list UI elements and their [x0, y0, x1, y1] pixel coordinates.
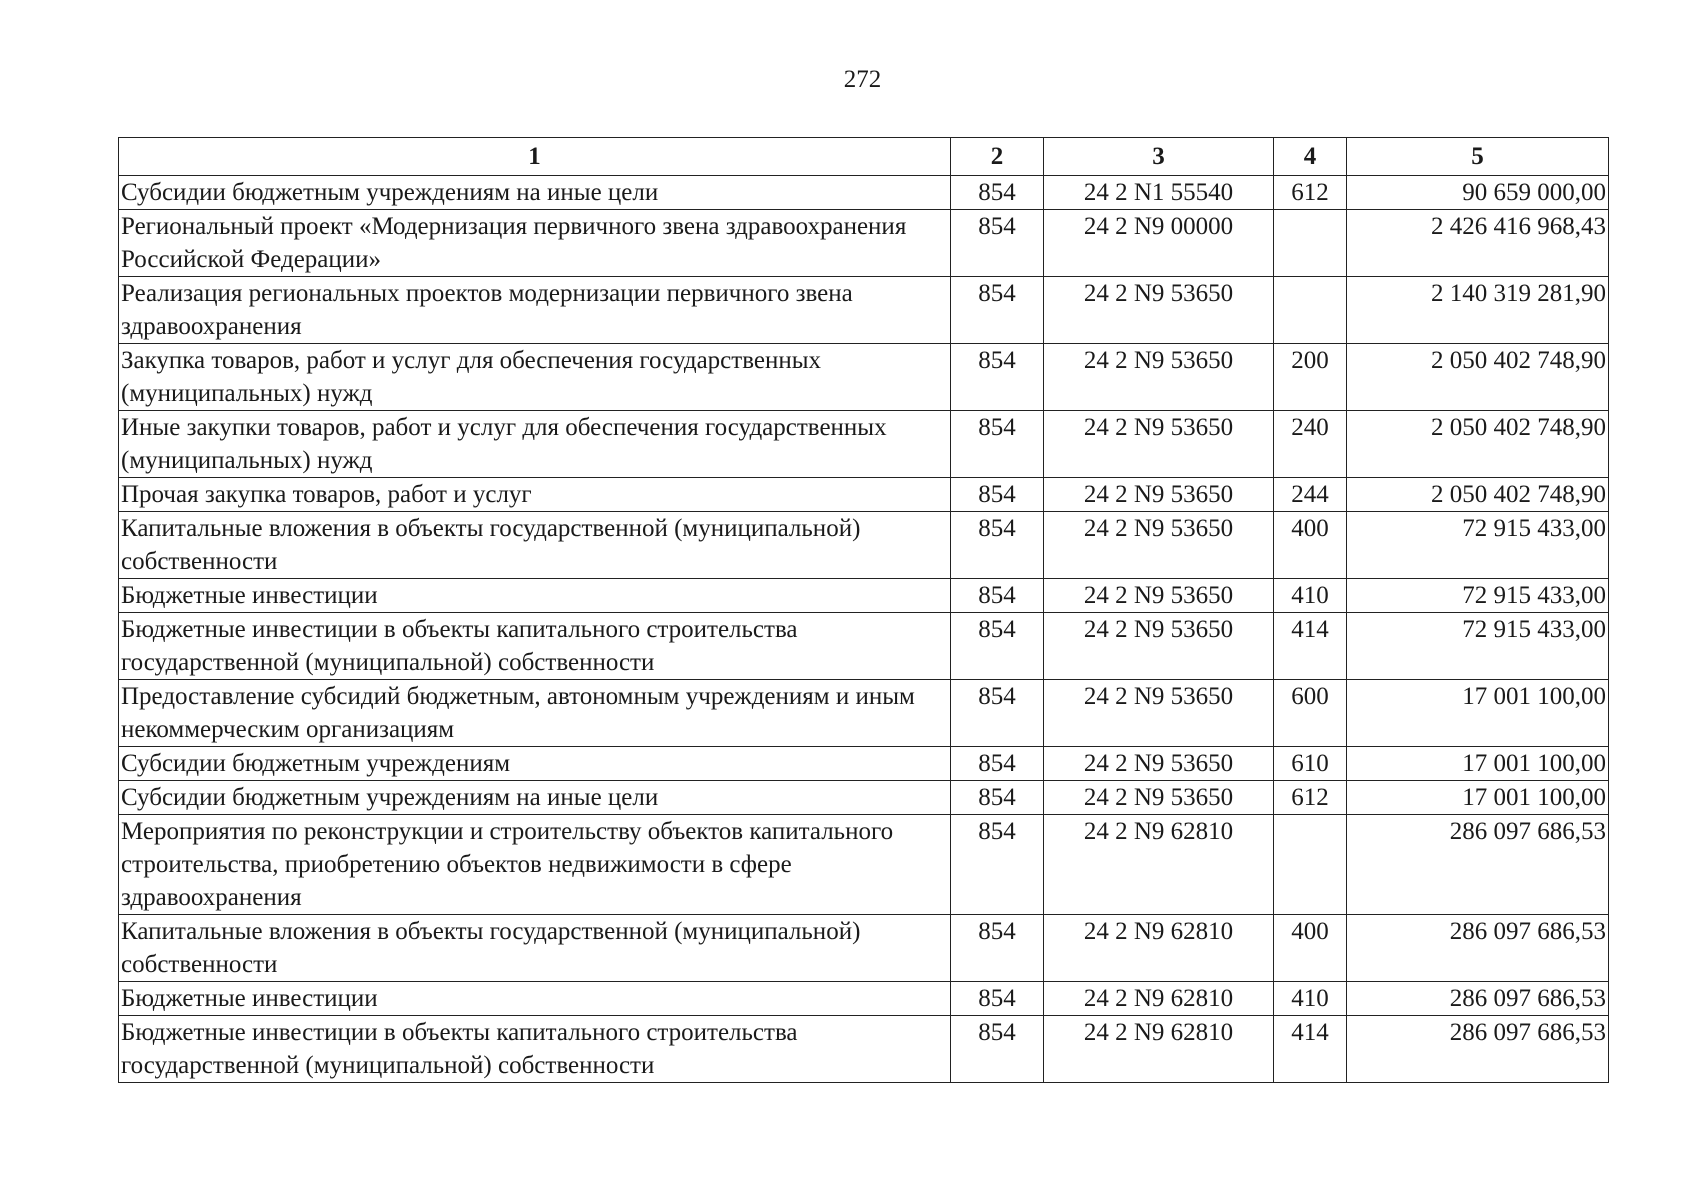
row-ministry-cell: 854 [951, 176, 1044, 210]
row-type-cell: 200 [1274, 344, 1347, 411]
table-row [119, 781, 1609, 815]
row-name-cell: Капитальные вложения в объекты государственной (муниципальной) собственности [119, 512, 951, 579]
row-ministry-cell: 854 [951, 680, 1044, 747]
row-type-cell: 240 [1274, 411, 1347, 478]
table-row [119, 915, 1609, 982]
row-amount-cell: 286 097 686,53 [1347, 982, 1609, 1016]
row-code-cell: 24 2 N9 53650 [1044, 344, 1274, 411]
row-name-cell: Мероприятия по реконструкции и строительству объектов капитального строительства, приобретению объектов недвижимости в сфере здравоохранения [119, 815, 951, 915]
row-code-cell: 24 2 N9 00000 [1044, 210, 1274, 277]
row-ministry-cell: 854 [951, 747, 1044, 781]
row-ministry-cell: 854 [951, 982, 1044, 1016]
row-code-cell: 24 2 N9 62810 [1044, 982, 1274, 1016]
row-code-cell: 24 2 N9 53650 [1044, 411, 1274, 478]
row-type-cell: 610 [1274, 747, 1347, 781]
row-code-cell: 24 2 N9 62810 [1044, 815, 1274, 915]
row-name-cell: Реализация региональных проектов модернизации первичного звена здравоохранения [119, 277, 951, 344]
row-amount-cell: 17 001 100,00 [1347, 680, 1609, 747]
table-row [119, 344, 1609, 411]
row-code-cell: 24 2 N9 53650 [1044, 680, 1274, 747]
table-row [119, 613, 1609, 680]
row-code-cell: 24 2 N9 62810 [1044, 915, 1274, 982]
table-row [119, 411, 1609, 478]
table-row [119, 747, 1609, 781]
row-code-cell: 24 2 N9 53650 [1044, 781, 1274, 815]
row-type-cell: 244 [1274, 478, 1347, 512]
row-name-cell: Бюджетные инвестиции в объекты капитального строительства государственной (муниципальной) собственности [119, 613, 951, 680]
row-amount-cell: 2 050 402 748,90 [1347, 411, 1609, 478]
row-name-cell: Субсидии бюджетным учреждениям на иные цели [119, 781, 951, 815]
row-name-cell: Региональный проект «Модернизация первичного звена здравоохранения Российской Федерации» [119, 210, 951, 277]
row-amount-cell: 286 097 686,53 [1347, 815, 1609, 915]
column-header-3: 3 [1044, 138, 1274, 176]
row-ministry-cell: 854 [951, 579, 1044, 613]
row-amount-cell: 2 426 416 968,43 [1347, 210, 1609, 277]
table-row [119, 579, 1609, 613]
row-type-cell: 400 [1274, 512, 1347, 579]
table-row [119, 478, 1609, 512]
row-name-cell: Бюджетные инвестиции в объекты капитального строительства государственной (муниципальной) собственности [119, 1016, 951, 1083]
row-ministry-cell: 854 [951, 411, 1044, 478]
row-code-cell: 24 2 N9 53650 [1044, 478, 1274, 512]
row-code-cell: 24 2 N9 53650 [1044, 613, 1274, 680]
table-header-row [119, 138, 1609, 176]
column-header-2: 2 [951, 138, 1044, 176]
row-name-cell: Иные закупки товаров, работ и услуг для обеспечения государственных (муниципальных) нужд [119, 411, 951, 478]
row-code-cell: 24 2 N9 62810 [1044, 1016, 1274, 1083]
page-number: 272 [843, 66, 882, 93]
row-type-cell: 414 [1274, 613, 1347, 680]
row-ministry-cell: 854 [951, 344, 1044, 411]
row-type-cell [1274, 815, 1347, 915]
row-name-cell: Бюджетные инвестиции [119, 579, 951, 613]
row-name-cell: Предоставление субсидий бюджетным, автономным учреждениям и иным некоммерческим организациям [119, 680, 951, 747]
row-amount-cell: 72 915 433,00 [1347, 512, 1609, 579]
row-amount-cell: 72 915 433,00 [1347, 613, 1609, 680]
row-type-cell: 612 [1274, 781, 1347, 815]
row-amount-cell: 2 050 402 748,90 [1347, 478, 1609, 512]
row-type-cell [1274, 210, 1347, 277]
budget-table [118, 137, 1609, 1083]
row-type-cell: 400 [1274, 915, 1347, 982]
row-name-cell: Субсидии бюджетным учреждениям [119, 747, 951, 781]
column-header-1: 1 [119, 138, 951, 176]
table-row [119, 176, 1609, 210]
row-amount-cell: 72 915 433,00 [1347, 579, 1609, 613]
row-amount-cell: 286 097 686,53 [1347, 915, 1609, 982]
row-ministry-cell: 854 [951, 210, 1044, 277]
row-amount-cell: 2 140 319 281,90 [1347, 277, 1609, 344]
table-row [119, 512, 1609, 579]
row-name-cell: Капитальные вложения в объекты государственной (муниципальной) собственности [119, 915, 951, 982]
row-amount-cell: 90 659 000,00 [1347, 176, 1609, 210]
table-row [119, 982, 1609, 1016]
row-name-cell: Бюджетные инвестиции [119, 982, 951, 1016]
table-row [119, 210, 1609, 277]
row-ministry-cell: 854 [951, 1016, 1044, 1083]
row-amount-cell: 286 097 686,53 [1347, 1016, 1609, 1083]
row-ministry-cell: 854 [951, 915, 1044, 982]
row-code-cell: 24 2 N9 53650 [1044, 747, 1274, 781]
row-type-cell: 410 [1274, 982, 1347, 1016]
row-type-cell: 410 [1274, 579, 1347, 613]
row-name-cell: Субсидии бюджетным учреждениям на иные цели [119, 176, 951, 210]
table-row [119, 815, 1609, 915]
row-ministry-cell: 854 [951, 512, 1044, 579]
column-header-4: 4 [1274, 138, 1347, 176]
row-code-cell: 24 2 N9 53650 [1044, 579, 1274, 613]
row-type-cell: 600 [1274, 680, 1347, 747]
row-amount-cell: 2 050 402 748,90 [1347, 344, 1609, 411]
table-row [119, 680, 1609, 747]
row-ministry-cell: 854 [951, 478, 1044, 512]
row-ministry-cell: 854 [951, 613, 1044, 680]
table-row [119, 277, 1609, 344]
row-type-cell: 414 [1274, 1016, 1347, 1083]
row-type-cell [1274, 277, 1347, 344]
row-code-cell: 24 2 N9 53650 [1044, 512, 1274, 579]
row-ministry-cell: 854 [951, 781, 1044, 815]
row-code-cell: 24 2 N1 55540 [1044, 176, 1274, 210]
row-amount-cell: 17 001 100,00 [1347, 781, 1609, 815]
table-row [119, 1016, 1609, 1083]
row-amount-cell: 17 001 100,00 [1347, 747, 1609, 781]
row-name-cell: Прочая закупка товаров, работ и услуг [119, 478, 951, 512]
row-ministry-cell: 854 [951, 815, 1044, 915]
row-code-cell: 24 2 N9 53650 [1044, 277, 1274, 344]
row-type-cell: 612 [1274, 176, 1347, 210]
column-header-5: 5 [1347, 138, 1609, 176]
row-name-cell: Закупка товаров, работ и услуг для обеспечения государственных (муниципальных) нужд [119, 344, 951, 411]
table-body [119, 176, 1609, 1083]
row-ministry-cell: 854 [951, 277, 1044, 344]
